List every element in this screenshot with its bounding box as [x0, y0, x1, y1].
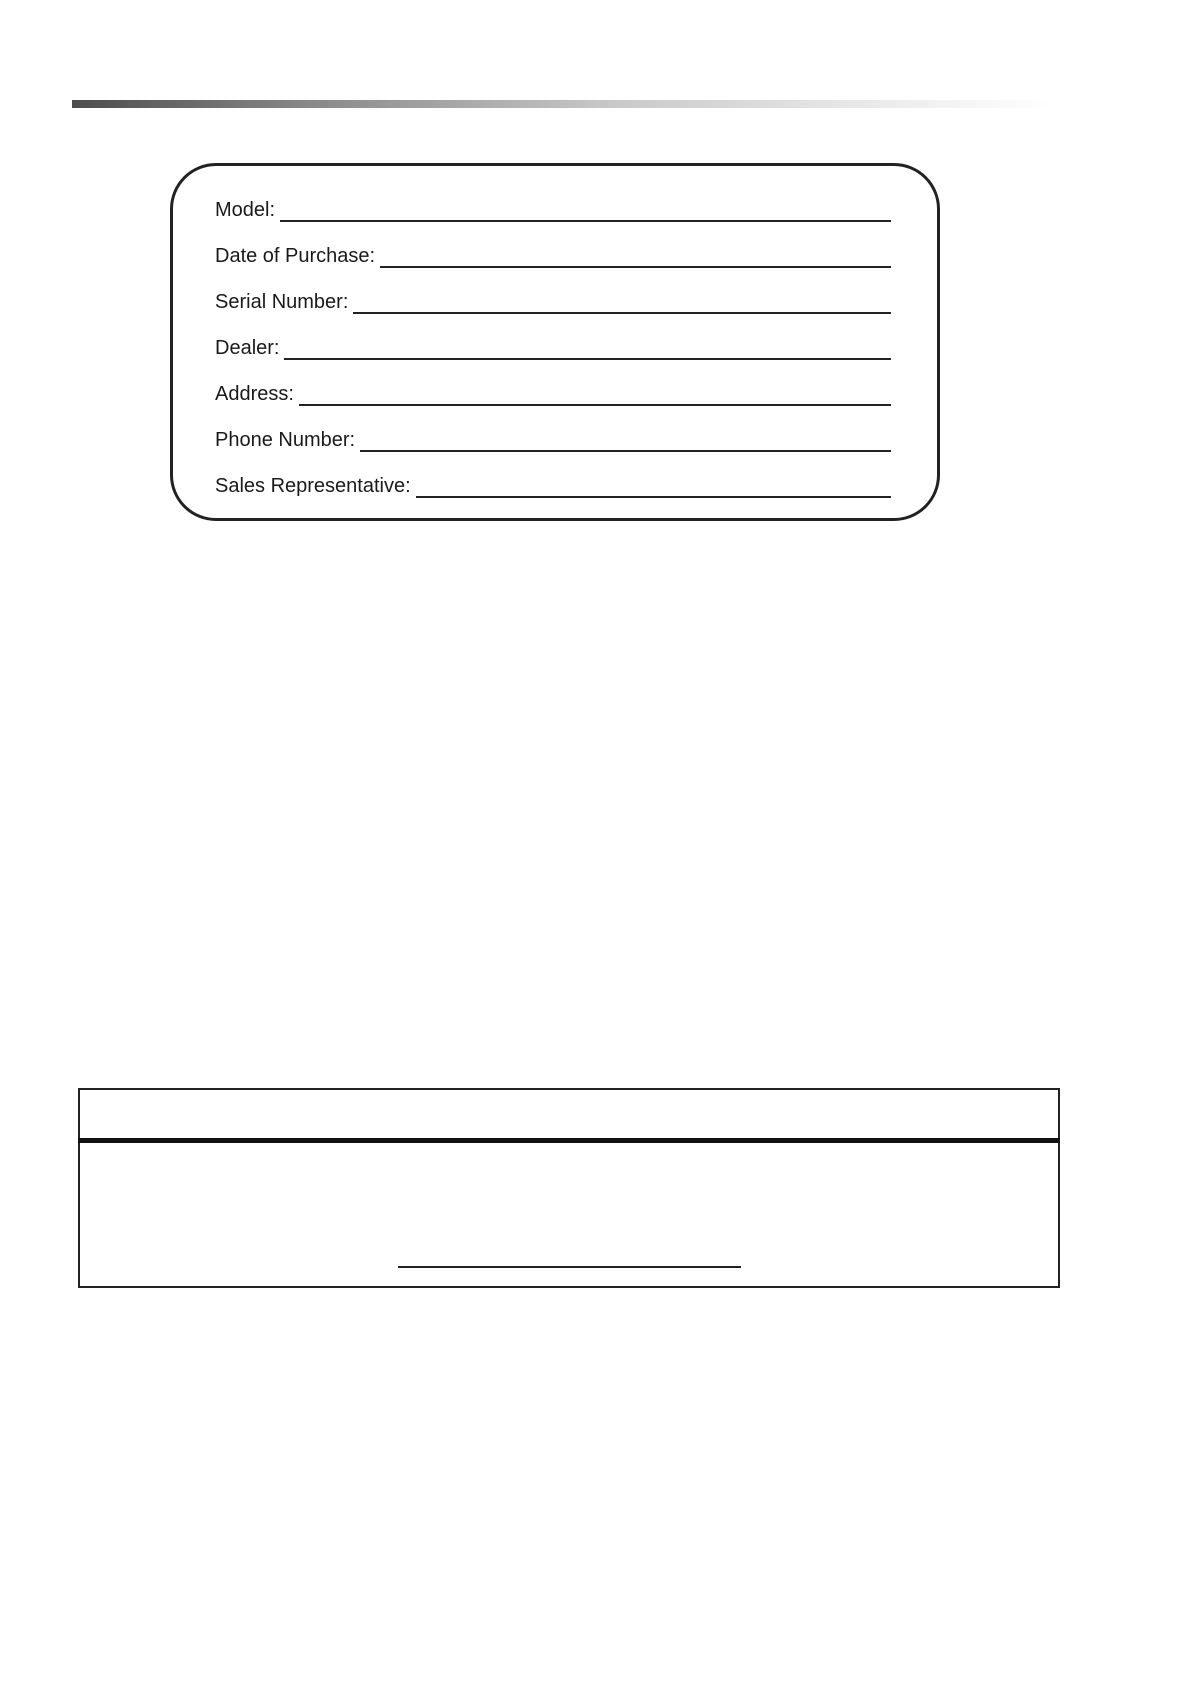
field-line-address[interactable] — [299, 404, 891, 406]
field-address — [215, 378, 891, 408]
field-label-sales-representative: Sales Representative: — [215, 475, 411, 497]
field-label-serial-number: Serial Number: — [215, 291, 349, 313]
signature-box — [78, 1088, 1060, 1288]
field-phone-number — [215, 424, 891, 454]
field-line-date-of-purchase[interactable] — [380, 266, 891, 268]
field-label-phone-number: Phone Number: — [215, 429, 356, 451]
signature-line[interactable] — [398, 1266, 741, 1268]
field-line-sales-representative[interactable] — [416, 496, 891, 498]
field-label-date-of-purchase: Date of Purchase: — [215, 245, 376, 267]
purchase-record-card — [170, 163, 940, 521]
field-date-of-purchase — [215, 240, 891, 270]
field-sales-representative — [215, 470, 891, 500]
field-dealer — [215, 332, 891, 362]
field-serial-number — [215, 286, 891, 316]
field-label-model: Model: — [215, 199, 276, 221]
box-divider-rule — [78, 1138, 1060, 1143]
field-line-serial-number[interactable] — [353, 312, 891, 314]
field-line-phone-number[interactable] — [360, 450, 891, 452]
field-label-dealer: Dealer: — [215, 337, 280, 359]
field-label-address: Address: — [215, 383, 294, 405]
field-line-model[interactable] — [280, 220, 891, 222]
field-model — [215, 194, 891, 224]
field-line-dealer[interactable] — [284, 358, 891, 360]
header-gradient-bar — [72, 100, 1052, 108]
